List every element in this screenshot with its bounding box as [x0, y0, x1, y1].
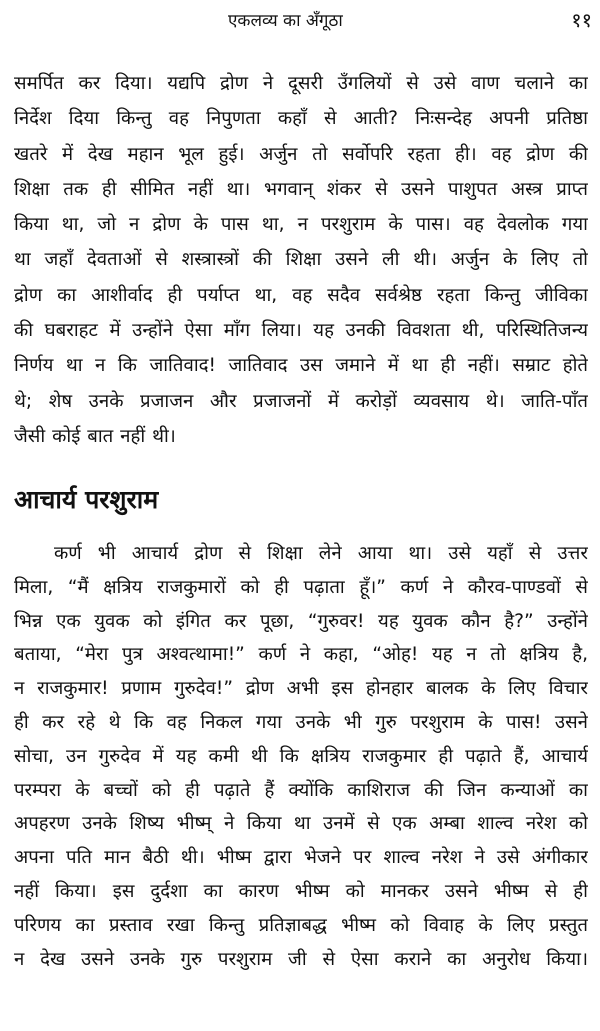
text-line: खतरे में देख महान भूल हुई। अर्जुन तो सर्वोपरि रहता ही। वह द्रोण की	[14, 143, 588, 165]
text-line: परिणय का प्रस्ताव रखा किन्तु प्रतिज्ञाबद्ध भीष्म को विवाह के लिए प्रस्तुत	[14, 914, 588, 936]
text-line: परम्परा के बच्चों को ही पढ़ाते हैं क्योंकि काशिराज की जिन कन्याओं का	[14, 779, 588, 801]
text-line: न देख उसने उनके गुरु परशुराम जी से ऐसा कराने का अनुरोध किया।	[14, 948, 588, 970]
text-line: सोचा, उन गुरुदेव में यह कमी थी कि क्षत्रिय राजकुमार ही पढ़ाते हैं, आचार्य	[14, 745, 588, 767]
text-line: बताया, “मेरा पुत्र अश्वत्थामा!” कर्ण ने कहा, “ओह! यह न तो क्षत्रिय है,	[14, 644, 588, 666]
text-line: की घबराहट में उन्होंने ऐसा माँग लिया। यह उनकी विवशता थी, परिस्थितिजन्य	[14, 320, 588, 342]
text-line: निर्णय था न कि जातिवाद! जातिवाद उस जमाने में था ही नहीं। सम्राट होते	[14, 355, 588, 377]
text-line: समर्पित कर दिया। यद्यपि द्रोण ने दूसरी उँगलियों से उसे वाण चलाने का	[14, 73, 588, 94]
text-line: मिला, “मैं क्षत्रिय राजकुमारों को ही पढ़ाता हूँ।” कर्ण ने कौरव-पाण्डवों से	[14, 576, 588, 598]
paragraph-2	[14, 537, 588, 976]
text-line: ही कर रहे थे कि वह निकल गया उनके भी गुरु परशुराम के पास! उसने	[14, 711, 588, 733]
page-number: ११	[571, 8, 592, 32]
text-line: नहीं किया। इस दुर्दशा का कारण भीष्म को मानकर उसने भीष्म से ही	[14, 880, 588, 902]
text-line: था जहाँ देवताओं से शस्त्रास्त्रों की शिक्षा उसने ली थी। अर्जुन के लिए तो	[14, 249, 588, 271]
text-line: भिन्न एक युवक को इंगित कर पूछा, “गुरुवर! यह युवक कौन है?” उन्होंने	[14, 610, 588, 632]
text-line: किया था, जो न द्रोण के पास था, न परशुराम के पास। वह देवलोक गया	[14, 214, 588, 236]
text-line: शिक्षा तक ही सीमित नहीं था। भगवान् शंकर से उसने पाशुपत अस्त्र प्राप्त	[14, 178, 588, 200]
text-line: द्रोण का आशीर्वाद ही पर्याप्त था, वह सदैव सर्वश्रेष्ठ रहता किन्तु जीविका	[14, 284, 588, 306]
paragraph-1	[14, 66, 588, 454]
text-line: जैसी कोई बात नहीं थी।	[14, 425, 176, 447]
text-line: कर्ण भी आचार्य द्रोण से शिक्षा लेने आया था। उसे यहाँ से उत्तर	[54, 543, 588, 564]
text-line: निर्देश दिया किन्तु वह निपुणता कहाँ से आती? निःसन्देह अपनी प्रतिष्ठा	[14, 108, 588, 130]
text-line: थे; शेष उनके प्रजाजन और प्रजाजनों में करोड़ों व्यवसाय थे। जाति-पाँत	[14, 390, 588, 412]
text-line: न राजकुमार! प्रणाम गुरुदेव!” द्रोण अभी इस होनहार बालक के लिए विचार	[14, 678, 588, 700]
running-header-title: एकलव्य का अँगूठा	[228, 11, 343, 31]
section-heading: आचार्य परशुराम	[14, 485, 159, 514]
text-line: अपहरण उनके शिष्य भीष्म् ने किया था उनमें से एक अम्बा शाल्व नरेश को	[14, 813, 588, 835]
text-line: अपना पति मान बैठी थी। भीष्म द्वारा भेजने पर शाल्व नरेश ने उसे अंगीकार	[14, 847, 588, 869]
